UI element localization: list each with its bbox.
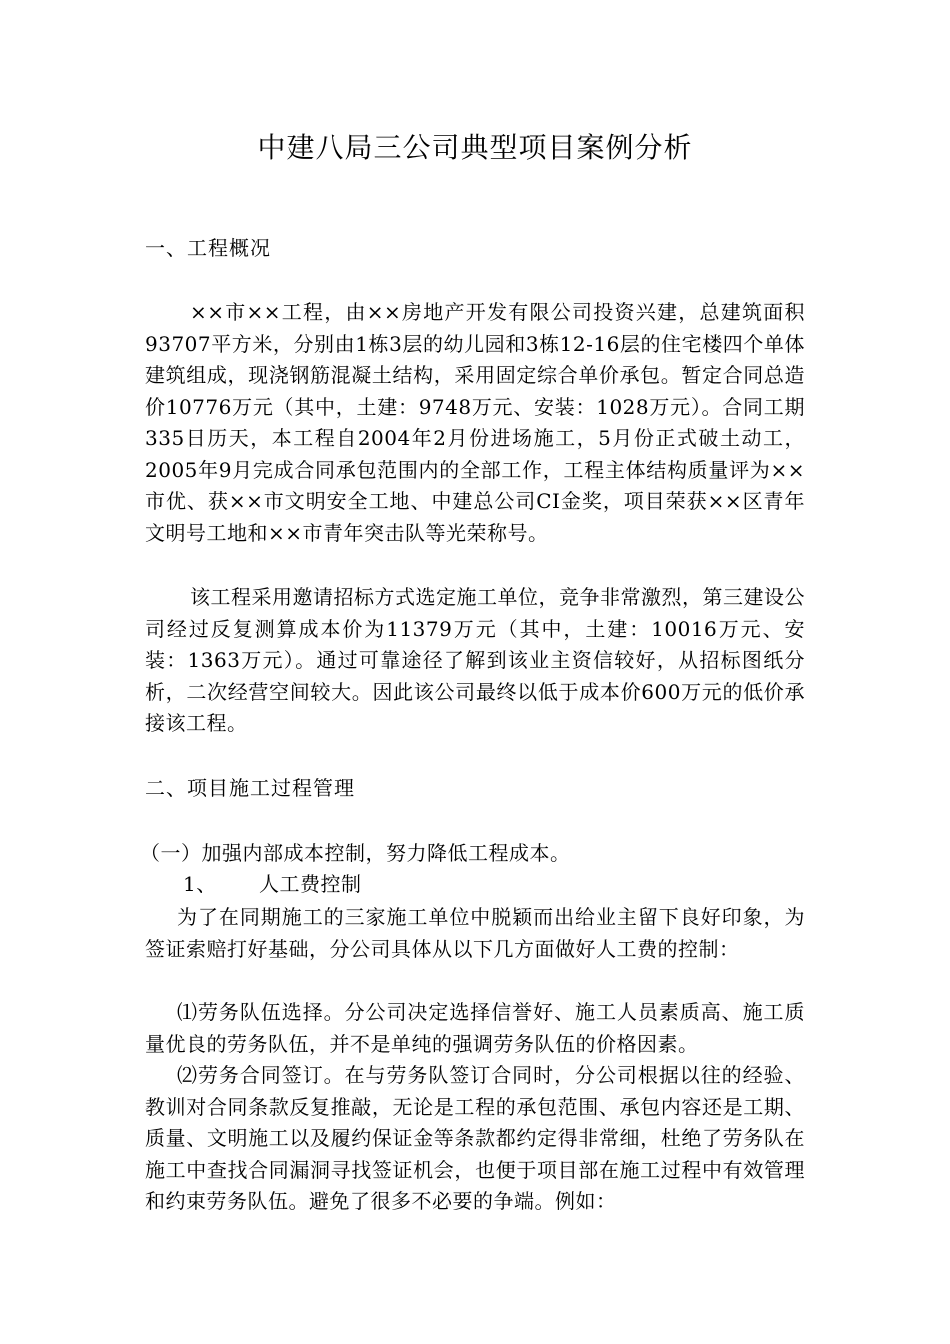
paragraph-project-overview: ××市××工程，由××房地产开发有限公司投资兴建，总建筑面积93707平方米，分别由1栋3层的幼儿园和3栋12-16层的住宅楼四个单体建筑组成，现浇钢筋混凝土结构，采用固定综合单价承包。暂定合同总造价10776万元（其中，土建：9748万元、安装：1028万元）。合同工期335日历天，本工程自2004年2月份进场施工，5月份正式破土动工，2005年9月完成合同承包范围内的全部工作，工程主体结构质量评为××市优、获××市文明安全工地、中建总公司CI金奖，项目荣获××区青年文明号工地和××市青年突击队等光荣称号。 [145, 300, 805, 545]
document-title: 中建八局三公司典型项目案例分析 [257, 131, 693, 164]
section-heading-process-management: 二、项目施工过程管理 [145, 776, 355, 800]
paragraph-bidding: 该工程采用邀请招标方式选定施工单位，竞争非常激烈，第三建设公司经过反复测算成本价为11379万元（其中，土建：10016万元、安装：1363万元）。通过可靠途径了解到该业主资信较好，从招标图纸分析，二次经营空间较大。因此该公司最终以低于成本价600万元的低价承接该工程。 [145, 585, 805, 735]
item-heading-labor-cost [183, 869, 362, 899]
subsection-heading-cost-control: （一）加强内部成本控制，努力降低工程成本。 [140, 841, 571, 865]
paragraph-labor-intro: 为了在同期施工的三家施工单位中脱颖而出给业主留下良好印象，为签证索赔打好基础，分公司具体从以下几方面做好人工费的控制： [145, 905, 805, 961]
section-heading-overview: 一、工程概况 [145, 236, 271, 260]
paragraph-labor-contract: ⑵劳务合同签订。在与劳务队签订合同时，分公司根据以往的经验、教训对合同条款反复推敲，无论是工程的承包范围、承包内容还是工期、质量、文明施工以及履约保证金等条款都约定得非常细，杜绝了劳务队在施工中查找合同漏洞寻找签证机会，也便于项目部在施工过程中有效管理和约束劳务队伍。避免了很多不必要的争端。例如： [145, 1063, 805, 1213]
item-label: 人工费控制 [259, 872, 362, 896]
item-number: 1、 [183, 872, 217, 896]
paragraph-labor-team-selection: ⑴劳务队伍选择。分公司决定选择信誉好、施工人员素质高、施工质量优良的劳务队伍，并不是单纯的强调劳务队伍的价格因素。 [145, 1000, 805, 1056]
